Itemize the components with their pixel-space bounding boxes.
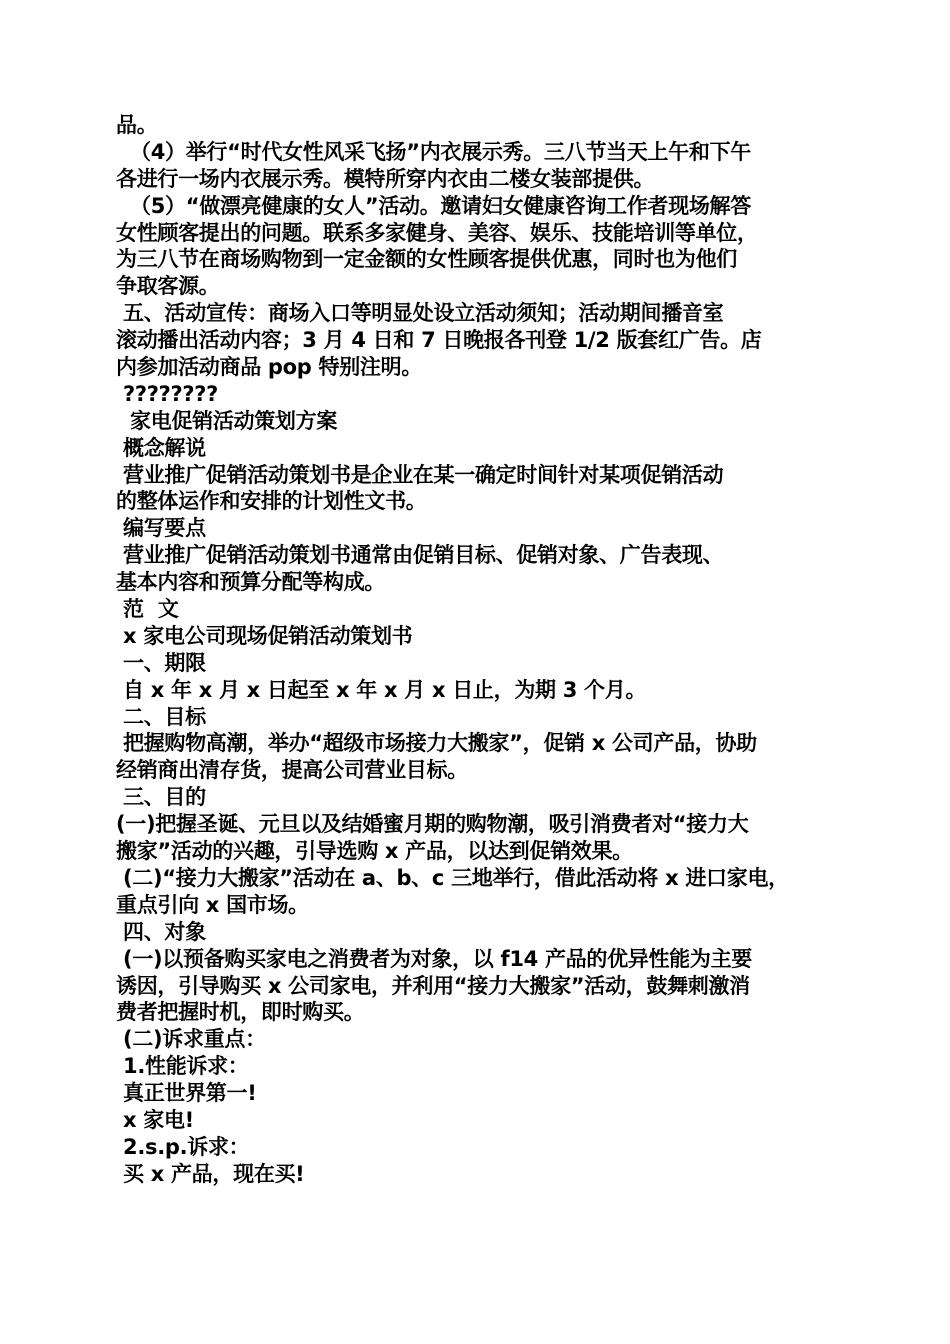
text-line: 女性顾客提出的问题。联系多家健身、美容、娱乐、技能培训等单位， xyxy=(116,220,758,245)
text-line: 家电促销活动策划方案 xyxy=(116,408,338,433)
text-line: 把握购物高潮，举办“超级市场接力大搬家”，促销 x 公司产品，协助 xyxy=(116,731,757,756)
text-line: 内参加活动商品 pop 特别注明。 xyxy=(116,355,423,380)
text-line: 自 x 年 x 月 x 日起至 x 年 x 月 x 日止，为期 3 个月。 xyxy=(116,677,647,702)
text-line: 诱因，引导购买 x 公司家电，并利用“接力大搬家”活动，鼓舞刺激消 xyxy=(116,973,750,998)
text-line: 滚动播出活动内容；3 月 4 日和 7 日晚报各刊登 1/2 版套红广告。店 xyxy=(116,328,762,353)
text-line: 各进行一场内衣展示秀。模特所穿内衣由二楼女装部提供。 xyxy=(116,166,655,191)
text-line: 经销商出清存货，提高公司营业目标。 xyxy=(116,758,468,783)
text-line: 四、对象 xyxy=(116,919,206,944)
text-line: 范 文 xyxy=(116,597,179,622)
text-line: 概念解说 xyxy=(116,435,206,460)
text-line: 营业推广促销活动策划书通常由促销目标、促销对象、广告表现、 xyxy=(116,543,724,568)
text-line: 争取客源。 xyxy=(116,274,220,299)
text-line: x 家电! xyxy=(116,1107,194,1132)
text-line: （5）“做漂亮健康的女人”活动。邀请妇女健康咨询工作者现场解答 xyxy=(116,193,751,218)
text-line: 真正世界第一! xyxy=(116,1081,257,1106)
text-line: 搬家”活动的兴趣，引导选购 x 产品，以达到促销效果。 xyxy=(116,839,633,864)
text-line: 1.性能诉求： xyxy=(116,1054,249,1079)
text-line: (一)以预备购买家电之消费者为对象，以 f14 产品的优异性能为主要 xyxy=(116,946,752,971)
text-line: 一、期限 xyxy=(116,650,206,675)
text-line: 的整体运作和安排的计划性文书。 xyxy=(116,489,427,514)
text-line: (二)诉求重点： xyxy=(116,1027,266,1052)
text-line: 五、活动宣传：商场入口等明显处设立活动须知；活动期间播音室 xyxy=(116,301,724,326)
text-line: 编写要点 xyxy=(116,516,206,541)
text-line: ???????? xyxy=(116,381,219,406)
text-line: 二、目标 xyxy=(116,704,206,729)
text-line: 2.s.p.诉求： xyxy=(116,1134,250,1159)
text-line: 三、目的 xyxy=(116,785,206,810)
document-body xyxy=(116,112,844,1188)
text-line: x 家电公司现场促销活动策划书 xyxy=(116,623,413,648)
text-line: 基本内容和预算分配等构成。 xyxy=(116,570,386,595)
text-line: 买 x 产品，现在买! xyxy=(116,1161,305,1186)
text-line: 为三八节在商场购物到一定金额的女性顾客提供优惠，同时也为他们 xyxy=(116,247,737,272)
text-line: 营业推广促销活动策划书是企业在某一确定时间针对某项促销活动 xyxy=(116,462,724,487)
text-line: (一)把握圣诞、元旦以及结婚蜜月期的购物潮，吸引消费者对“接力大 xyxy=(116,812,749,837)
text-line: 费者把握时机，即时购买。 xyxy=(116,1000,365,1025)
text-line: (二)“接力大搬家”活动在 a、b、c 三地举行，借此活动将 x 进口家电， xyxy=(116,865,789,890)
text-line: （4）举行“时代女性风采飞扬”内衣展示秀。三八节当天上午和下午 xyxy=(116,139,751,164)
text-line: 品。 xyxy=(116,113,158,137)
text-line: 重点引向 x 国市场。 xyxy=(116,892,309,917)
